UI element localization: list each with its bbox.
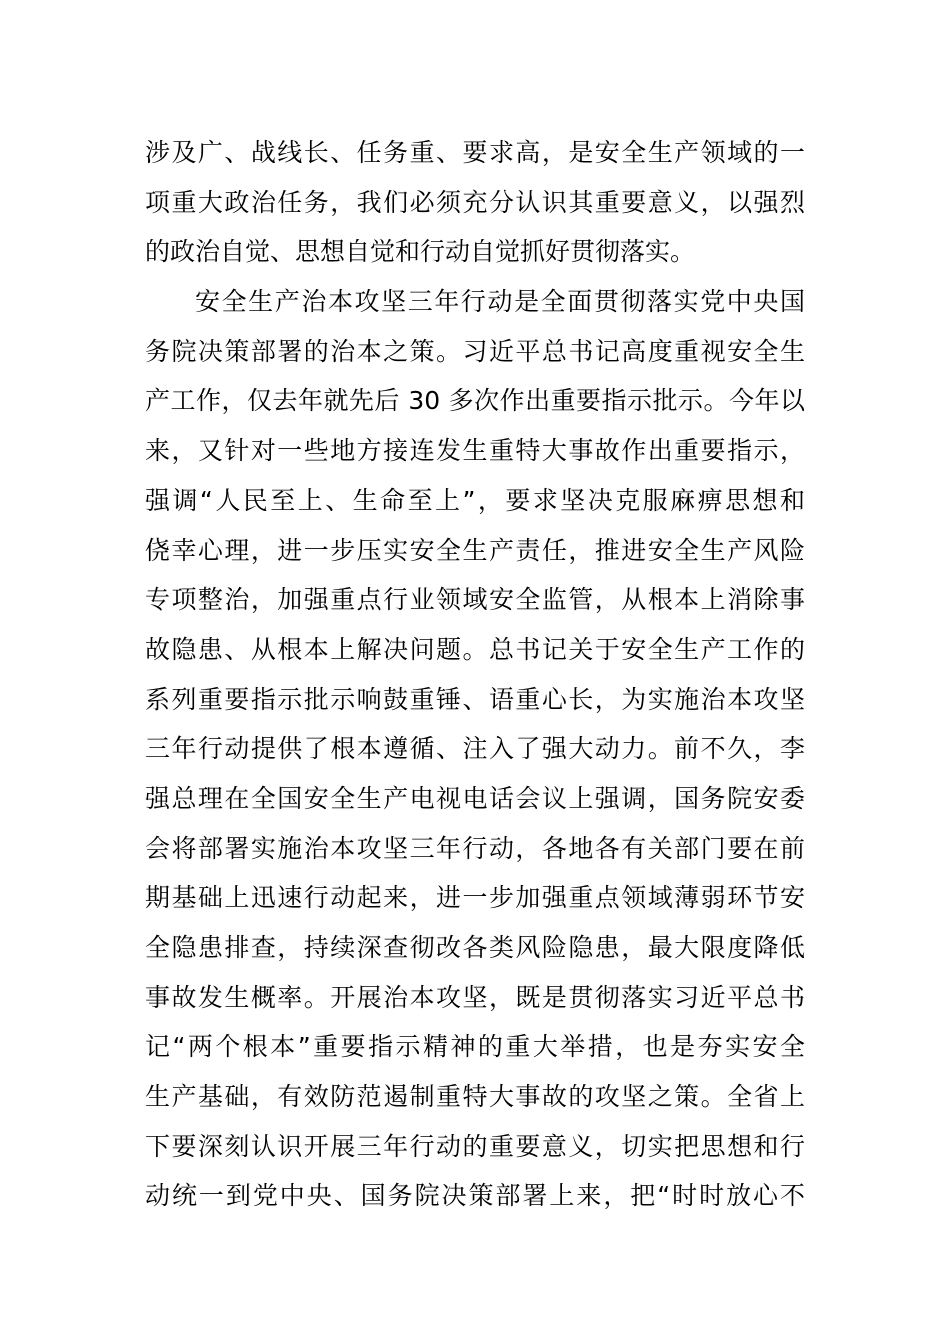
text-line: 专项整治，加强重点行业领域安全监管，从根本上消除事 [145, 585, 805, 615]
text-line: 务院决策部署的治本之策。习近平总书记高度重视安全生 [145, 336, 805, 366]
text-line: 会将部署实施治本攻坚三年行动，各地各有关部门要在前 [145, 833, 805, 863]
text-line: 事故发生概率。开展治本攻坚，既是贯彻落实习近平总书 [145, 982, 805, 1012]
text-line: 动统一到党中央、国务院决策部署上来，把“时时放心不 [145, 1181, 805, 1211]
text-line: 期基础上迅速行动起来，进一步加强重点领域薄弱环节安 [145, 883, 805, 913]
text-line: 侥幸心理，进一步压实安全生产责任，推进安全生产风险 [145, 535, 805, 565]
paragraph-end-line: 的政治自觉、思想自觉和行动自觉抓好贯彻落实。 [145, 237, 696, 267]
paragraph-first-line: 安全生产治本攻坚三年行动是全面贯彻落实党中央国 [195, 287, 805, 317]
text-line: 产工作，仅去年就先后 30 多次作出重要指示批示。今年以 [145, 386, 805, 416]
text-line: 全隐患排查，持续深查彻改各类风险隐患，最大限度降低 [145, 933, 805, 962]
text-line: 生产基础，有效防范遏制重特大事故的攻坚之策。全省上 [145, 1082, 805, 1112]
text-line: 来，又针对一些地方接连发生重特大事故作出重要指示， [145, 436, 805, 466]
text-line: 故隐患、从根本上解决问题。总书记关于安全生产工作的 [145, 634, 805, 664]
text-line: 强调“人民至上、生命至上”，要求坚决克服麻痹思想和 [145, 485, 805, 515]
text-line: 项重大政治任务，我们必须充分认识其重要意义，以强烈 [145, 187, 805, 217]
text-line: 记“两个根本”重要指示精神的重大举措，也是夯实安全 [145, 1032, 805, 1062]
text-line: 下要深刻认识开展三年行动的重要意义，切实把思想和行 [145, 1131, 805, 1161]
text-line: 涉及广、战线长、任务重、要求高，是安全生产领域的一 [145, 138, 805, 167]
body-text [145, 128, 805, 1221]
text-line: 强总理在全国安全生产电视电话会议上强调，国务院安委 [145, 783, 805, 813]
text-line: 系列重要指示批示响鼓重锤、语重心长，为实施治本攻坚 [145, 684, 805, 714]
text-line: 三年行动提供了根本遵循、注入了强大动力。前不久，李 [145, 734, 805, 764]
